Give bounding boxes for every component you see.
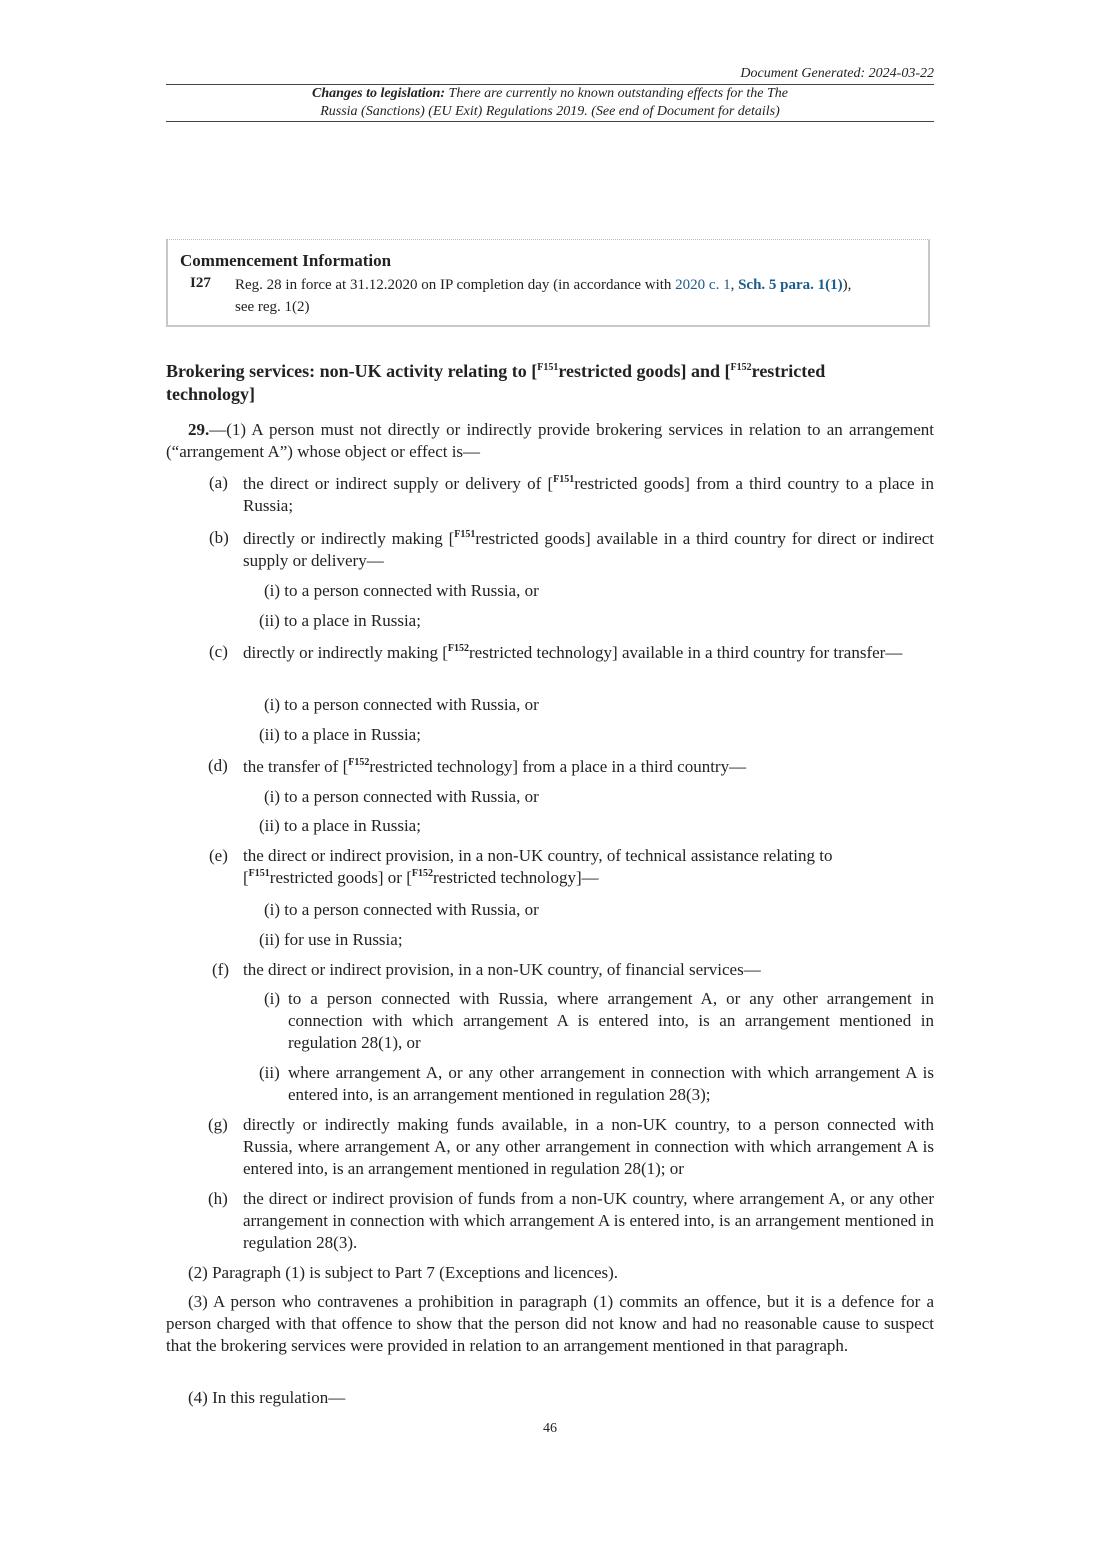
amendment-ref-f152[interactable]: F152 [348, 757, 370, 768]
item-b-i: (i) to a person connected with Russia, or [264, 581, 539, 600]
amendment-ref-f151[interactable]: F151 [537, 362, 559, 373]
item-e-label: (e) [209, 846, 228, 865]
item-b-label: (b) [209, 528, 229, 547]
commencement-information-box [166, 239, 930, 327]
item-h-label: (h) [208, 1189, 228, 1208]
item-b-ii: (ii) to a place in Russia; [259, 611, 421, 630]
item-f-label: (f) [212, 960, 229, 979]
item-c-ii: (ii) to a place in Russia; [259, 725, 421, 744]
item-b-text: directly or indirectly making [$^{F151}$restricted goods] available in a third country for direct or indirect supply or delivery— [243, 529, 934, 570]
item-g-label: (g) [208, 1115, 228, 1134]
paragraph-3: (3) A person who contravenes a prohibition in paragraph (1) commits an offence, but it is a defence for a person charged with that offence to show that the person did not know and had no reasonable cause to suspect that the brokering services were provided in relation to an arrangement mentioned in that paragraph. [166, 1292, 934, 1355]
amendment-ref-f152[interactable]: F152 [411, 868, 433, 879]
item-e-i: (i) to a person connected with Russia, or [264, 900, 539, 919]
amendment-ref-f152[interactable]: F152 [447, 643, 469, 654]
item-d-text: the transfer of [$^{F152}$restricted technology] from a place in a third country— [243, 757, 747, 776]
item-d-ii: (ii) to a place in Russia; [259, 816, 421, 835]
item-d-i: (i) to a person connected with Russia, or [264, 787, 539, 806]
commencement-text: Reg. 28 in force at 31.12.2020 on IP completion day (in accordance with 2020 c. 1, Sch. 5 para. 1(1)), see reg. 1(2) [235, 277, 852, 315]
paragraph-2: (2) Paragraph (1) is subject to Part 7 (Exceptions and licences). [188, 1263, 619, 1282]
page-number: 46 [543, 1421, 557, 1436]
commencement-id: I27 [190, 275, 211, 291]
item-f-i-text: to a person connected with Russia, where arrangement A, or any other arrangement in connection with which arrangement A is entered into, is an arrangement mentioned in regulation 28(1), or [288, 989, 934, 1052]
changes-to-legislation-banner [166, 85, 934, 121]
item-f-i-label: (i) [264, 989, 281, 1008]
item-f-text: the direct or indirect provision, in a non-UK country, of financial services— [243, 960, 761, 979]
item-g-text: directly or indirectly making funds available, in a non-UK country, to a person connected with Russia, where arrangement A, or any other arrangement in connection with which arrangement A is entered into, is an arrangement mentioned in regulation 28(1); or [243, 1115, 934, 1178]
paragraph-1-intro: 29.—(1) A person must not directly or indirectly provide brokering services in relation to an arrangement (“arrangement A”) whose object or effect is— [166, 420, 934, 461]
item-e-text: the direct or indirect provision, in a non-UK country, of technical assistance relating to [$^{F151}$restricted goods] or [$^{F152}$restricted technology]— [243, 846, 833, 887]
link-sch5-para1[interactable]: Sch. 5 para. 1(1) [738, 277, 843, 293]
amendment-ref-f151[interactable]: F151 [454, 529, 476, 540]
document-generated-date: Document Generated: 2024-03-22 [740, 66, 934, 81]
item-f-ii-label: (ii) [259, 1063, 280, 1082]
changes-text-line2: Russia (Sanctions) (EU Exit) Regulations 2019. (See end of Document for details) [320, 104, 780, 119]
commencement-title: Commencement Information [180, 251, 392, 270]
regulation-heading: Brokering services: non-UK activity relating to [$^{F151}$restricted goods] and [$^{F152}$restricted technology] [166, 361, 826, 404]
changes-text-line1: There are currently no known outstanding effects for the The [448, 86, 788, 101]
item-a-label: (a) [209, 473, 228, 492]
item-h-text: the direct or indirect provision of funds from a non-UK country, where arrangement A, or any other arrangement in connection with which arrangement A is entered into, is an arrangement mentioned in regulation 28(3). [243, 1189, 934, 1252]
amendment-ref-f151[interactable]: F151 [553, 474, 575, 485]
amendment-ref-f151[interactable]: F151 [248, 868, 270, 879]
item-e-ii: (ii) for use in Russia; [259, 930, 403, 949]
item-a-text: the direct or indirect supply or delivery of [$^{F151}$restricted goods] from a third country to a place in Russia; [243, 474, 935, 515]
item-c-label: (c) [209, 642, 228, 661]
item-c-text: directly or indirectly making [$^{F152}$restricted technology] available in a third country for transfer— [243, 643, 903, 662]
link-2020-c1[interactable]: 2020 c. 1 [675, 277, 731, 293]
item-f-ii-text: where arrangement A, or any other arrangement in connection with which arrangement A is entered into, is an arrangement mentioned in regulation 28(3); [288, 1063, 934, 1104]
amendment-ref-f152[interactable]: F152 [730, 362, 752, 373]
item-d-label: (d) [208, 756, 228, 775]
commencement-text-line2: see reg. 1(2) [235, 299, 310, 315]
item-c-i: (i) to a person connected with Russia, or [264, 695, 539, 714]
header-rule-bottom [166, 121, 934, 122]
changes-label: Changes to legislation: [312, 86, 446, 101]
paragraph-4: (4) In this regulation— [188, 1388, 346, 1407]
